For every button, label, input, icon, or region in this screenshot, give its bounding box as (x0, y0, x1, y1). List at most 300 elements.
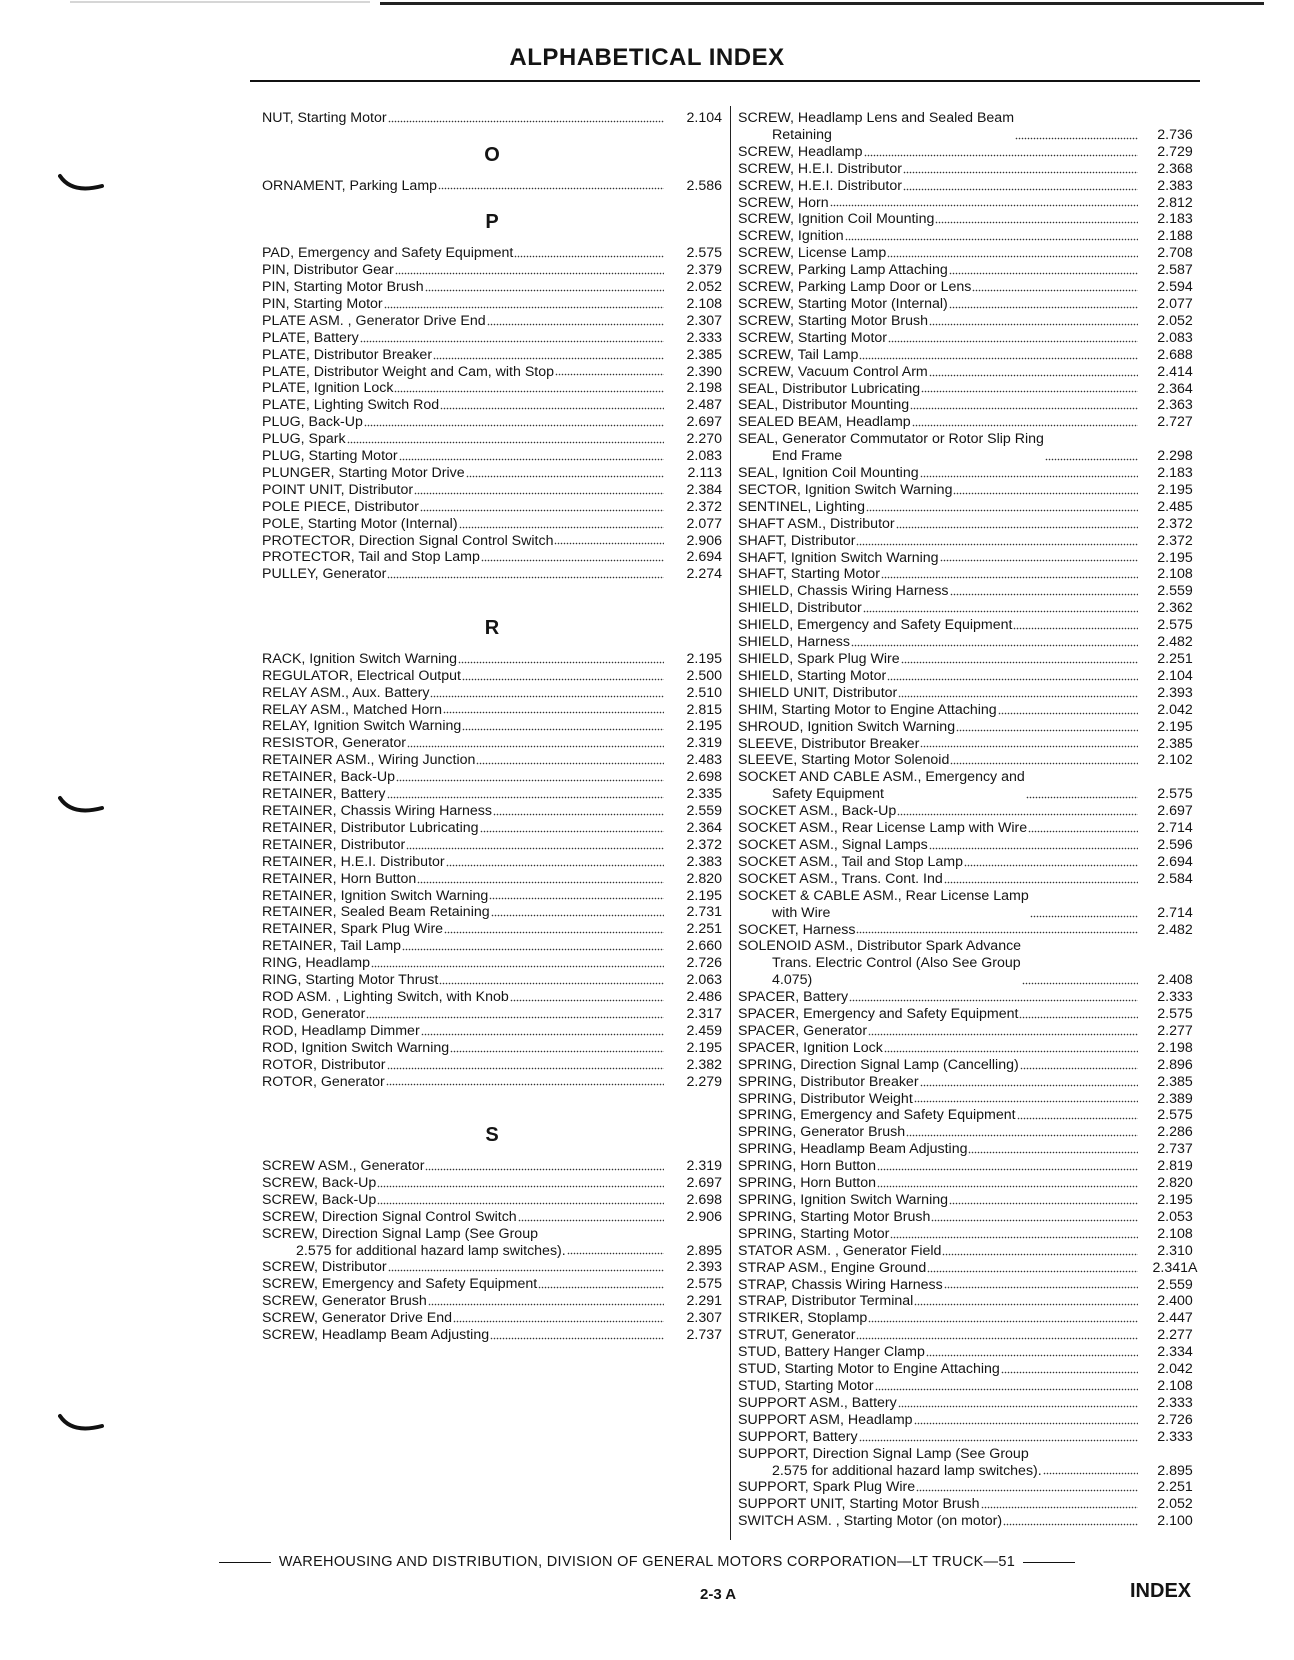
column-divider (730, 106, 731, 1540)
entry-label-group (262, 448, 668, 465)
entry-label: RESISTOR, Generator (262, 735, 407, 752)
entry-page-ref: 2.364 (686, 819, 722, 836)
dot-leader (887, 678, 1138, 681)
index-entry (738, 617, 1208, 634)
entry-label: SPRING, Emergency and Safety Equipment (738, 1107, 1016, 1124)
entry-label: RACK, Ignition Switch Warning (262, 650, 458, 667)
entry-page-ref: 2.575 (1157, 1006, 1193, 1023)
entry-label-group (738, 550, 1142, 567)
section-letter (262, 143, 722, 166)
entry-label: SCREW, Headlamp Beam Adjusting (262, 1327, 490, 1344)
dot-leader (406, 847, 664, 850)
dot-leader (1020, 1067, 1138, 1070)
index-entry (738, 465, 1208, 482)
entry-label-continued: 2.575 for additional hazard lamp switches). (772, 1462, 1042, 1479)
entry-label: PIN, Distributor Gear (262, 262, 394, 279)
entry-label-group (738, 161, 1142, 178)
entry-page-ref: 2.575 (686, 245, 722, 262)
index-entry (262, 110, 722, 127)
entry-label: SEAL, Distributor Mounting (738, 397, 910, 414)
index-entry (262, 685, 722, 702)
entry-page-ref: 2.414 (1157, 363, 1193, 380)
dot-leader (927, 1270, 1138, 1273)
dot-leader (1045, 458, 1138, 461)
entry-label: RELAY ASM., Aux. Battery (262, 684, 430, 701)
entry-label: PLUNGER, Starting Motor Drive (262, 464, 465, 481)
entry-label-group (262, 431, 668, 448)
index-entry (262, 955, 722, 972)
entry-page-ref: 2.726 (686, 955, 722, 972)
dot-leader (407, 745, 664, 748)
section-label: INDEX (1130, 1580, 1192, 1602)
entry-page-ref: 2.195 (1157, 481, 1193, 498)
entry-label: SCREW, Parking Lamp Door or Lens (738, 279, 972, 296)
entry-label-group (738, 364, 1142, 381)
index-entry (738, 854, 1208, 871)
entry-page-ref: 2.195 (686, 718, 722, 735)
entry-label-group (738, 1412, 1142, 1429)
index-entry (262, 364, 722, 381)
entry-label: SPRING, Ignition Switch Warning (738, 1192, 948, 1208)
dot-leader (949, 272, 1138, 275)
entry-page-ref: 2.596 (1157, 836, 1193, 853)
entry-label: SPRING, Starting Motor Brush (738, 1208, 931, 1225)
entry-label-group (738, 499, 1142, 516)
entry-page-ref: 2.286 (1157, 1124, 1193, 1141)
entry-page-ref: 2.559 (1157, 1276, 1193, 1293)
dot-leader (425, 289, 664, 292)
entry-label: RETAINER, Sealed Beam Retaining (262, 904, 490, 921)
dot-leader (884, 1050, 1138, 1053)
entry-label: POLE, Starting Motor (Internal) (262, 515, 458, 532)
entry-page-ref: 2.270 (686, 431, 722, 448)
entry-label: SCREW, Headlamp (738, 143, 863, 160)
entry-page-ref: 2.384 (686, 481, 722, 498)
entry-label-group (738, 1344, 1142, 1361)
entry-label: SCREW, Distributor (262, 1259, 387, 1276)
entry-page-ref: 2.364 (1157, 380, 1193, 397)
dot-leader (935, 221, 1138, 224)
entry-page-ref: 2.083 (686, 448, 722, 465)
entry-label: STRAP ASM., Engine Ground (738, 1259, 927, 1276)
entry-label: SOCKET AND CABLE ASM., Emergency and (738, 769, 1025, 786)
entry-page-ref: 2.310 (1157, 1242, 1193, 1259)
index-entry (262, 651, 722, 668)
index-entry (738, 296, 1208, 313)
dot-leader (510, 999, 664, 1002)
entry-label: SPRING, Distributor Weight (738, 1090, 913, 1107)
dot-leader (446, 864, 664, 867)
index-entry (262, 1209, 722, 1226)
entry-label: RETAINER, Chassis Wiring Harness (262, 803, 492, 819)
entry-page-ref: 2.688 (1157, 346, 1193, 363)
entry-label: SOCKET ASM., Signal Lamps (738, 836, 928, 853)
index-entry (262, 566, 722, 583)
entry-label-group (738, 482, 1142, 499)
index-entry (262, 702, 722, 719)
entry-page-ref: 2.195 (1157, 1192, 1193, 1208)
entry-label-group (738, 465, 1142, 482)
dot-leader (849, 999, 1138, 1002)
entry-label-group (738, 1260, 1142, 1277)
dot-leader (942, 1253, 1138, 1256)
entry-label: SHROUD, Ignition Switch Warning (738, 718, 956, 735)
entry-page-ref: 2.362 (1157, 600, 1193, 617)
entry-label: PLATE, Distributor Breaker (262, 346, 433, 363)
entry-page-ref: 2.319 (686, 735, 722, 752)
entry-label-group (262, 1276, 668, 1293)
entry-label-group (738, 617, 1142, 634)
dot-leader (856, 931, 1138, 934)
index-entry (738, 364, 1208, 381)
index-entry (262, 1310, 722, 1327)
entry-label-group (262, 1023, 668, 1040)
entry-label-group (262, 245, 668, 262)
index-entry (738, 583, 1208, 600)
entry-label: SHIM, Starting Motor to Engine Attaching (738, 701, 997, 718)
dot-leader (830, 204, 1138, 207)
entry-page-ref: 2.317 (686, 1005, 722, 1022)
entry-page-ref: 2.183 (1157, 465, 1193, 482)
entry-label-group (738, 566, 1142, 583)
entry-label-lines (738, 769, 1025, 803)
dot-leader (897, 813, 1138, 816)
entry-label: RETAINER, Horn Button (262, 870, 417, 887)
index-entry (262, 330, 722, 347)
index-entry (738, 211, 1208, 228)
entry-label-group (738, 330, 1142, 347)
index-entry (262, 752, 722, 769)
index-entry (262, 499, 722, 516)
spacer-row (262, 583, 722, 600)
entry-page-ref: 2.042 (1157, 1361, 1193, 1378)
dot-leader (438, 187, 664, 190)
dot-leader (487, 323, 664, 326)
dot-leader (998, 712, 1138, 715)
index-entry (738, 178, 1208, 195)
entry-label-group (738, 600, 1142, 617)
index-entry (738, 1479, 1208, 1496)
entry-page-ref: 2.333 (1157, 1394, 1193, 1411)
index-entry (738, 431, 1208, 465)
index-entry (738, 1107, 1208, 1124)
dot-leader (859, 357, 1138, 360)
index-entry (738, 600, 1208, 617)
entry-label-group (262, 1074, 668, 1091)
entry-label: SUPPORT, Battery (738, 1428, 858, 1445)
entry-label: SPRING, Horn Button (738, 1158, 876, 1175)
entry-page-ref: 2.052 (1157, 1496, 1193, 1513)
dot-leader (388, 1269, 664, 1272)
entry-label: STUD, Battery Hanger Clamp (738, 1344, 925, 1361)
entry-label: SCREW, Vacuum Control Arm (738, 363, 928, 380)
entry-page-ref: 2.486 (686, 988, 722, 1005)
entry-label: SCREW, Emergency and Safety Equipment (262, 1276, 538, 1293)
index-entry (262, 1057, 722, 1074)
entry-label-group (738, 752, 1142, 769)
entry-page-ref: 2.372 (686, 836, 722, 853)
entry-label-group (262, 566, 668, 583)
footer-dash (1023, 1562, 1075, 1563)
entry-page-ref: 2.586 (686, 177, 722, 194)
entry-page-ref: 2.895 (1157, 1462, 1193, 1479)
entry-label: SPACER, Battery (738, 989, 849, 1006)
entry-page-ref: 2.113 (687, 464, 722, 481)
entry-label: PROTECTOR, Direction Signal Control Switch (262, 532, 554, 549)
entry-page-ref: 2.819 (1157, 1158, 1193, 1175)
index-entry (738, 1310, 1208, 1327)
entry-label-group (262, 380, 668, 397)
dot-leader (881, 576, 1138, 579)
dot-leader (929, 374, 1138, 377)
index-entry (738, 414, 1208, 431)
dot-leader (921, 390, 1138, 393)
dot-leader (402, 948, 664, 951)
entry-page-ref: 2.198 (686, 380, 722, 397)
spacer-row (262, 600, 722, 617)
entry-label-group (738, 144, 1142, 161)
binder-hole-mark (58, 1412, 104, 1436)
entry-label: SCREW, Back-Up (262, 1174, 377, 1191)
entry-page-ref: 2.383 (686, 853, 722, 870)
entry-page-ref: 2.737 (1157, 1141, 1193, 1158)
index-entry (738, 1293, 1208, 1310)
entry-label-group (262, 718, 668, 735)
index-entry (262, 921, 722, 938)
entry-label: ROD, Headlamp Dimmer (262, 1022, 420, 1039)
entry-label-group (262, 989, 668, 1006)
dot-leader (953, 492, 1138, 495)
entry-label-group (738, 719, 1142, 736)
entry-label-group (262, 110, 668, 127)
entry-page-ref: 2.385 (686, 346, 722, 363)
entry-page-ref: 2.307 (686, 312, 722, 329)
entry-label: SCREW, Horn (738, 194, 829, 211)
dot-leader (384, 306, 664, 309)
entry-label-continued: with Wire (772, 904, 831, 921)
dot-leader (493, 813, 664, 816)
entry-label: SOCKET ASM., Trans. Cont. Ind (738, 870, 943, 887)
dot-leader (476, 762, 664, 765)
entry-label: ROD ASM. , Lighting Switch, with Knob (262, 988, 509, 1005)
entry-page-ref: 2.393 (1157, 684, 1193, 701)
entry-page-ref: 2.400 (1157, 1293, 1193, 1310)
index-entry (262, 1006, 722, 1023)
dot-leader (910, 407, 1138, 410)
entry-label: SEAL, Ignition Coil Mounting (738, 465, 919, 482)
entry-label-continued: Safety Equipment (772, 786, 884, 803)
dot-leader (851, 644, 1138, 647)
index-entry (738, 1074, 1208, 1091)
dot-leader (914, 1422, 1138, 1425)
entry-page-ref: 2.372 (1157, 515, 1193, 532)
entry-label-group (738, 1378, 1142, 1395)
entry-page-ref: 2.575 (1157, 617, 1193, 634)
dot-leader (981, 1506, 1138, 1509)
entry-label: SCREW, Tail Lamp (738, 346, 859, 363)
dot-leader (458, 661, 664, 664)
entry-label-group (262, 549, 668, 566)
spacer-row (262, 1107, 722, 1124)
entry-label-group (262, 837, 668, 854)
page-number: 2-3 A (700, 1586, 737, 1603)
entry-label: SHIELD, Harness (738, 634, 850, 651)
entry-label-group (738, 634, 1142, 651)
index-entry (738, 516, 1208, 533)
index-entry (738, 1091, 1208, 1108)
entry-page-ref: 2.100 (1157, 1513, 1193, 1530)
index-entry (262, 414, 722, 431)
entry-label: SCREW, Ignition Coil Mounting (738, 211, 935, 228)
entry-page-ref: 2.393 (686, 1259, 722, 1276)
entry-page-ref: 2.077 (686, 515, 722, 532)
entry-label: PAD, Emergency and Safety Equipment (262, 245, 514, 262)
entry-label: SPRING, Headlamp Beam Adjusting (738, 1141, 968, 1158)
entry-page-ref: 2.559 (1157, 583, 1193, 600)
entry-label: SCREW, Generator Drive End (262, 1310, 453, 1327)
dot-leader (1030, 915, 1138, 918)
entry-page-ref: 2.382 (686, 1056, 722, 1073)
dot-leader (388, 120, 664, 123)
dot-leader (856, 1337, 1138, 1340)
entry-label-group (738, 1124, 1142, 1141)
entry-label: POINT UNIT, Distributor (262, 481, 414, 498)
index-entry (738, 279, 1208, 296)
entry-label-group (262, 279, 668, 296)
entry-label-group (738, 1175, 1142, 1192)
entry-page-ref: 2.500 (686, 667, 722, 684)
dot-leader (459, 526, 664, 529)
index-entry (738, 1006, 1208, 1023)
index-entry (262, 313, 722, 330)
entry-label-group (262, 904, 668, 921)
entry-label: SHIELD UNIT, Distributor (738, 684, 898, 701)
dot-leader (450, 1050, 664, 1053)
entry-page-ref: 2.820 (1157, 1175, 1193, 1192)
entry-label: SCREW, H.E.I. Distributor (738, 160, 902, 177)
entry-label-group (738, 702, 1142, 719)
entry-label-continued: Trans. Electric Control (Also See Group (772, 955, 1021, 972)
dot-leader (944, 1286, 1138, 1289)
entry-page-ref: 2.333 (1157, 1428, 1193, 1445)
entry-page-ref: 2.485 (1157, 498, 1193, 515)
entry-page-ref: 2.195 (686, 1039, 722, 1056)
entry-page-ref: 2.390 (686, 363, 722, 380)
entry-page-ref: 2.108 (1157, 566, 1193, 583)
entry-label-group (738, 1327, 1142, 1344)
entry-label-group (738, 1496, 1142, 1513)
dot-leader (926, 1354, 1138, 1357)
index-entry (262, 718, 722, 735)
index-entry (738, 803, 1208, 820)
entry-label: SUPPORT, Direction Signal Lamp (See Group (738, 1445, 1029, 1462)
entry-label-group (738, 414, 1142, 431)
index-entry (262, 769, 722, 786)
entry-label: REGULATOR, Electrical Output (262, 667, 461, 684)
dot-leader (347, 441, 664, 444)
index-entry (738, 1158, 1208, 1175)
index-entry (738, 1209, 1208, 1226)
index-entry (738, 347, 1208, 364)
dot-leader (929, 847, 1138, 850)
dot-leader (920, 745, 1138, 748)
dot-leader (443, 711, 664, 714)
entry-page-ref: 2.104 (686, 110, 722, 126)
entry-label-group (738, 347, 1142, 364)
dot-leader (1026, 796, 1138, 799)
entry-label-group (262, 296, 668, 313)
dot-leader (360, 340, 664, 343)
entry-page-ref: 2.279 (686, 1073, 722, 1090)
page-title: ALPHABETICAL INDEX (509, 44, 785, 71)
entry-page-ref: 2.363 (1157, 397, 1193, 414)
dot-leader (912, 424, 1138, 427)
entry-page-ref: 2.063 (686, 972, 722, 989)
entry-page-ref: 2.660 (686, 938, 722, 955)
dot-leader (903, 171, 1138, 174)
entry-label: SCREW ASM., Generator (262, 1157, 425, 1174)
entry-page-ref: 2.277 (1157, 1327, 1193, 1344)
dot-leader (453, 1320, 664, 1323)
index-entry (262, 888, 722, 905)
index-entry (738, 871, 1208, 888)
entry-label-group (262, 786, 668, 803)
entry-label-group (262, 313, 668, 330)
title-rule (250, 80, 1200, 82)
entry-label-continued: 2.575 for additional hazard lamp switches). (296, 1242, 566, 1259)
entry-label-group (262, 752, 668, 769)
entry-page-ref: 2.183 (1157, 211, 1193, 228)
entry-label: STUD, Starting Motor (738, 1377, 874, 1394)
entry-label-group (262, 1293, 668, 1310)
index-entry (738, 651, 1208, 668)
index-entry (262, 516, 722, 533)
index-entry (738, 1513, 1208, 1530)
entry-page-ref: 2.372 (686, 498, 722, 515)
index-entry (262, 1293, 722, 1310)
entry-page-ref: 2.736 (1157, 126, 1193, 143)
entry-label: PLATE, Distributor Weight and Cam, with Stop (262, 363, 555, 380)
entry-page-ref: 2.697 (1157, 803, 1193, 820)
entry-label: SCREW, Back-Up (262, 1191, 377, 1208)
entry-label: SHIELD, Distributor (738, 600, 862, 617)
dot-leader (949, 306, 1138, 309)
entry-label-group (738, 228, 1142, 245)
entry-label-group (738, 1293, 1142, 1310)
entry-page-ref: 2.251 (1157, 651, 1193, 667)
index-entry (738, 752, 1208, 769)
index-entry (262, 296, 722, 313)
entry-label-group (738, 685, 1142, 702)
index-entry (738, 1344, 1208, 1361)
index-entry (738, 1446, 1208, 1480)
index-entry (262, 938, 722, 955)
entry-label-group (262, 972, 668, 989)
index-entry (738, 228, 1208, 245)
entry-label-group (262, 516, 668, 533)
entry-page-ref: 2.195 (686, 650, 722, 667)
index-entry (738, 144, 1208, 161)
entry-page-ref: 2.559 (686, 803, 722, 819)
entry-label: PLATE, Lighting Switch Rod (262, 397, 440, 414)
entry-page-ref: 2.335 (686, 786, 722, 803)
index-entry (262, 178, 722, 195)
index-entry (262, 549, 722, 566)
entry-label: SPRING, Direction Signal Lamp (Cancelling) (738, 1056, 1019, 1073)
index-entry (738, 1226, 1208, 1243)
entry-label-group (738, 262, 1142, 279)
entry-page-ref: 2.575 (1157, 786, 1193, 803)
